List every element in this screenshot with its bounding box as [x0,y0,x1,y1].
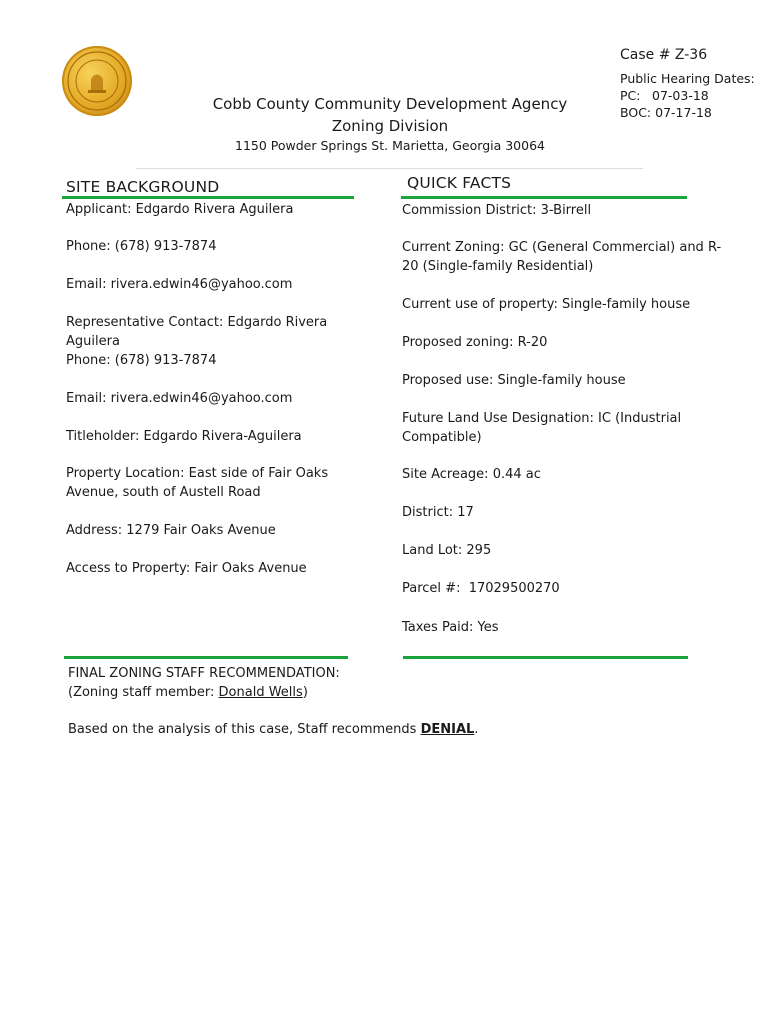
hearing-dates [620,70,755,121]
applicant-email: Email: rivera.edwin46@yahoo.com [66,277,293,292]
site-background-title: SITE BACKGROUND [66,178,220,196]
decision: DENIAL [420,722,475,737]
statement-prefix: Based on the analysis of this case, Staff recommends [68,722,421,737]
pc-label: PC: [620,88,641,103]
pc-date: 07-03-18 [652,88,709,103]
future-land-use: Future Land Use Designation: IC (Industrial Compatible) [402,411,682,445]
recommendation-title: FINAL ZONING STAFF RECOMMENDATION: [68,666,340,681]
boc-row [620,104,755,121]
recommendation-statement [68,720,478,739]
land-lot: Land Lot: 295 [402,543,492,558]
staff-member [68,683,308,702]
current-zoning: Current Zoning: GC (General Commercial) and R-20 (Single-family Residential) [402,240,722,274]
taxes-paid: Taxes Paid: Yes [402,620,499,635]
proposed-zoning: Proposed zoning: R-20 [402,335,548,350]
staff-prefix: (Zoning staff member: [68,685,219,700]
agency-address: 1150 Powder Springs St. Marietta, Georgia 30064 [235,138,545,153]
property-access: Access to Property: Fair Oaks Avenue [66,561,307,576]
quick-facts-underline [401,196,687,199]
seal-graphic [62,46,132,116]
header-divider [136,168,643,169]
statement-suffix: . [474,722,479,737]
applicant-phone: Phone: (678) 913-7874 [66,239,217,254]
representative-contact: Representative Contact: Edgardo Rivera Aguilera [66,315,328,349]
division-name: Zoning Division [331,117,449,135]
representative-phone: Phone: (678) 913-7874 [66,353,217,368]
parcel-number: Parcel #: 17029500270 [402,581,560,596]
site-acreage: Site Acreage: 0.44 ac [402,467,541,482]
representative-email: Email: rivera.edwin46@yahoo.com [66,391,293,406]
property-location: Property Location: East side of Fair Oaks Avenue, south of Austell Road [66,466,329,500]
recommendation-divider-right [403,656,688,659]
quick-facts-title: QUICK FACTS [407,174,512,192]
property-address: Address: 1279 Fair Oaks Avenue [66,523,276,538]
pc-row [620,87,755,104]
boc-label: BOC: [620,105,652,120]
hearing-label: Public Hearing Dates: [620,71,755,86]
district: District: 17 [402,505,474,520]
county-seal-icon [62,46,132,116]
proposed-use: Proposed use: Single-family house [402,373,626,388]
titleholder: Titleholder: Edgardo Rivera-Aguilera [66,429,302,444]
boc-date: 07-17-18 [655,105,712,120]
staff-name: Donald Wells [218,685,303,700]
staff-suffix: ) [302,685,308,700]
case-number: Case # Z-36 [620,47,708,63]
applicant: Applicant: Edgardo Rivera Aguilera [66,202,294,217]
current-use: Current use of property: Single-family house [402,297,691,312]
commission-district: Commission District: 3-Birrell [402,203,592,218]
agency-name: Cobb County Community Development Agency [212,95,568,113]
site-background-underline [62,196,354,199]
recommendation-divider-left [64,656,348,659]
